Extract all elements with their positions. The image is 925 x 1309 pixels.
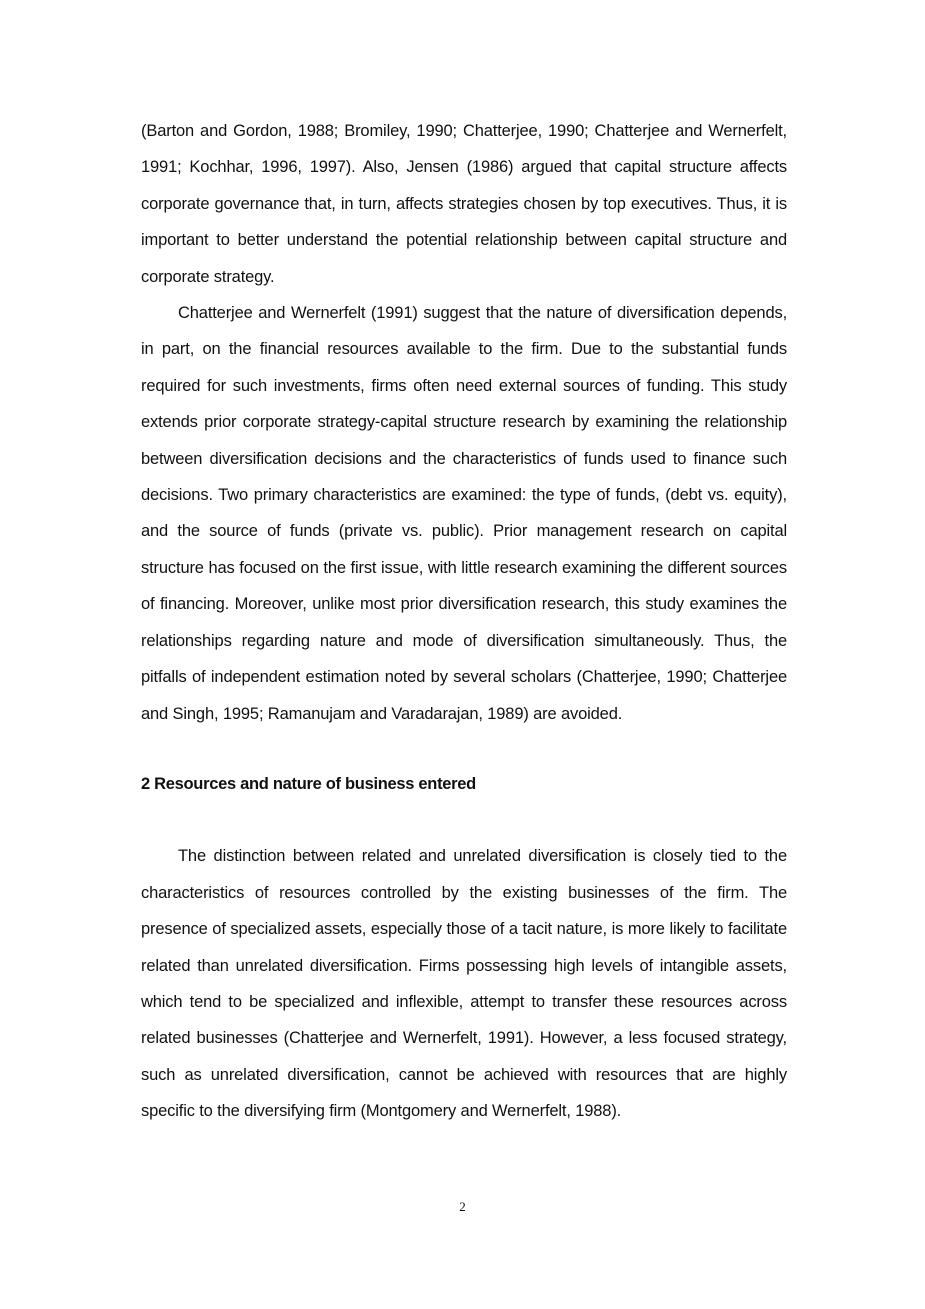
paragraph-financing-study: Chatterjee and Wernerfelt (1991) suggest that the nature of diversification depends, in part, on the financial resources available to the firm. Due to the substantial funds required for such investments, firms often need external sources of funding. This study extends prior corporate strategy-capital structure research by examining the relationship between diversification decisions and the characteristics of funds used to finance such decisions. Two primary characteristics are examined: the type of funds, (debt vs. equity), and the source of funds (private vs. public). Prior management research on capital structure has focused on the first issue, with little research examining the different sources of financing. Moreover, unlike most prior diversification research, this study examines the relationships regarding nature and mode of diversification simultaneously. Thus, the pitfalls of independent estimation noted by several scholars (Chatterjee, 1990; Chatterjee and Singh, 1995; Ramanujam and Varadarajan, 1989) are avoided.	[141, 304, 787, 723]
page-number: 2	[459, 1199, 466, 1214]
section-heading: 2 Resources and nature of business entered	[141, 774, 476, 793]
paragraph-intro-continuation: (Barton and Gordon, 1988; Bromiley, 1990; Chatterjee, 1990; Chatterjee and Wernerfelt, 1991; Kochhar, 1996, 1997). Also, Jensen (1986) argued that capital structure affects corporate governance that, in turn, affects strategies chosen by top executives. Thus, it is important to better understand the potential relationship between capital structure and corporate strategy.	[141, 122, 787, 286]
body-text	[141, 113, 787, 1130]
paragraph-related-diversification: The distinction between related and unrelated diversification is closely tied to the characteristics of resources controlled by the existing businesses of the firm. The presence of specialized assets, especially those of a tacit nature, is more likely to facilitate related than unrelated diversification. Firms possessing high levels of intangible assets, which tend to be specialized and inflexible, attempt to transfer these resources across related businesses (Chatterjee and Wernerfelt, 1991). However, a less focused strategy, such as unrelated diversification, cannot be achieved with resources that are highly specific to the diversifying firm (Montgomery and Wernerfelt, 1988).	[141, 847, 787, 1121]
